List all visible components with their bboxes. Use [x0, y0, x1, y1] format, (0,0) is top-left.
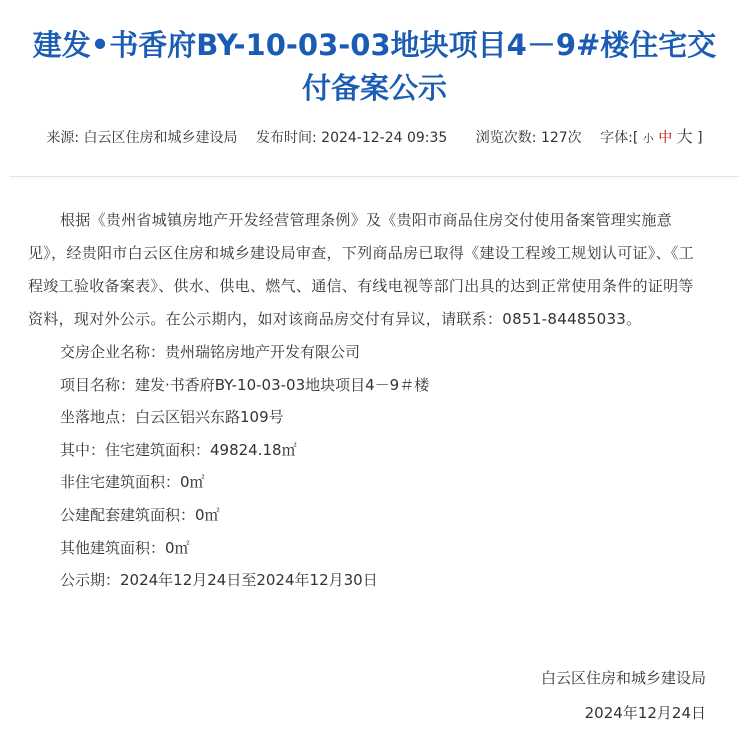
- non-residential-area-line: 非住宅建筑面积：0㎡: [60, 473, 205, 492]
- residential-area-line: 其中：住宅建筑面积：49824.18㎡: [60, 440, 297, 459]
- publish-time: 发布时间: 2024-12-24 09:35: [256, 130, 448, 146]
- public-facility-area-line: 公建配套建筑面积：0㎡: [60, 505, 220, 524]
- font-size-label: 字体:[: [600, 130, 639, 146]
- article-title-line-2: 付备案公示: [301, 71, 447, 105]
- article-title-line-1: 建发•书香府BY-10-03-03地块项目4－9#楼住宅交: [32, 28, 717, 62]
- view-count: 浏览次数: 127次: [475, 130, 582, 146]
- publicity-period-line: 公示期：2024年12月24日至2024年12月30日: [60, 571, 378, 590]
- article-meta: [0, 124, 749, 147]
- source-label: 来源: 白云区住房和城乡建设局: [46, 130, 238, 146]
- font-size-large-button[interactable]: 大: [676, 127, 693, 146]
- other-area-line: 其他建筑面积：0㎡: [60, 538, 190, 557]
- font-size-small-button[interactable]: 小: [642, 132, 654, 145]
- project-name-line: 项目名称：建发·书香府BY-10-03-03地块项目4－9＃楼: [60, 375, 430, 394]
- font-size-close-bracket: ]: [697, 130, 703, 146]
- intro-paragraph: 根据《贵州省城镇房地产开发经营管理条例》及《贵阳市商品住房交付使用备案管理实施意见》，经贵阳市白云区住房和城乡建设局审查，下列商品房已取得《建设工程竣工规划认可证》、《工程竣工验收备案表》、供水、供电、燃气、通信、有线电视等部门出具的达到正常使用条件的证明等资料，现对外公示。在公示期内，如对该商品房交付有异议，请联系：0851-84485033。: [28, 211, 695, 328]
- article-title: [0, 24, 749, 110]
- article-body: [28, 204, 708, 597]
- issuer-signature: 白云区住房和城乡建设局: [540, 669, 706, 687]
- issue-date: 2024年12月24日: [584, 704, 706, 722]
- location-line: 坐落地点：白云区铝兴东路109号: [60, 408, 284, 427]
- header-divider: [10, 176, 739, 177]
- developer-line: 交房企业名称：贵州瑞铭房地产开发有限公司: [60, 343, 361, 361]
- font-size-medium-button[interactable]: 中: [658, 130, 673, 146]
